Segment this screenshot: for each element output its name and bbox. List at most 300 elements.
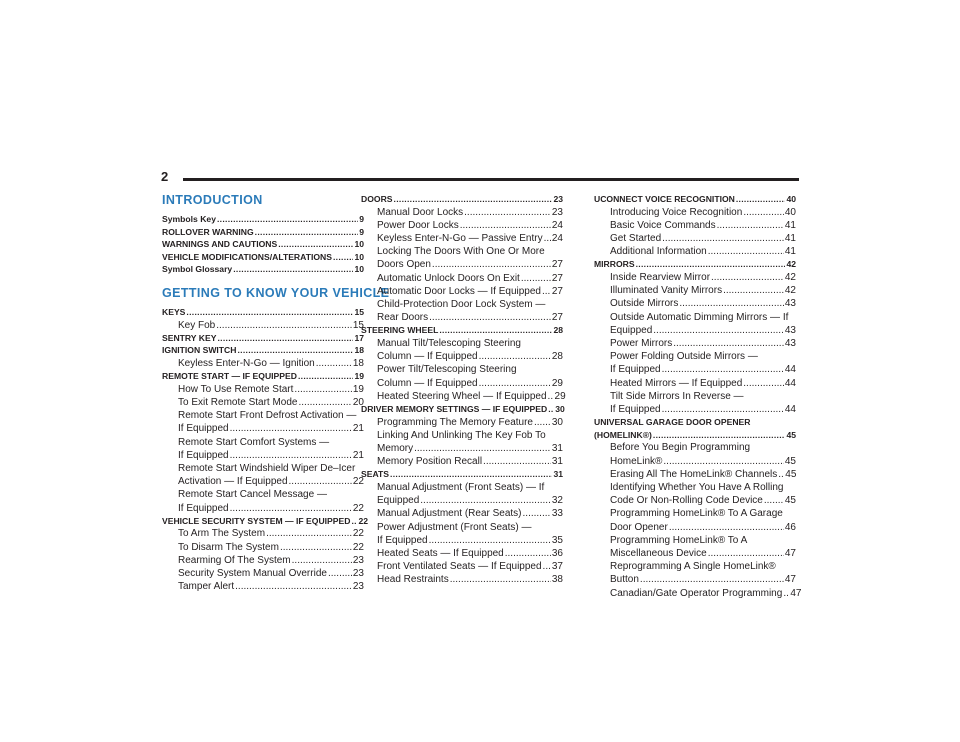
dot-leader xyxy=(255,226,359,239)
toc-sub-entry[interactable] xyxy=(594,587,802,600)
toc-sub-entry[interactable] xyxy=(361,560,563,573)
entry-title: Tamper Alert xyxy=(178,581,235,593)
entry-page-number: 24 xyxy=(551,233,563,244)
entry-title: IGNITION SWITCH xyxy=(162,345,237,356)
dot-leader xyxy=(543,560,551,573)
entry-page-number: 18 xyxy=(354,345,364,356)
entry-title-line: Child-Protection Door Lock System — xyxy=(377,299,546,311)
entry-title: HomeLink® xyxy=(610,455,663,467)
entry-page-number: 45 xyxy=(784,495,796,507)
toc-heading-entry[interactable] xyxy=(361,324,563,337)
entry-row xyxy=(377,258,563,271)
toc-column-2 xyxy=(361,193,566,587)
entry-title: Heated Seats — If Equipped xyxy=(377,548,504,560)
entry-title-line: Power Folding Outside Mirrors — xyxy=(610,351,758,363)
entry-page-number: 27 xyxy=(551,272,563,284)
entry-title: Automatic Door Locks — If Equipped xyxy=(377,285,541,297)
entry-row xyxy=(610,337,796,350)
entry-title: Heated Mirrors — If Equipped xyxy=(610,377,743,389)
toc-sub-entry[interactable] xyxy=(162,462,364,488)
toc-heading-entry[interactable] xyxy=(162,306,364,319)
entry-page-number: 10 xyxy=(354,251,364,262)
entry-row xyxy=(610,403,796,416)
entry-title-line: Reprogramming A Single HomeLink® xyxy=(610,561,776,573)
entry-row xyxy=(162,213,364,226)
entry-title: Additional Information xyxy=(610,246,707,258)
entry-title: Canadian/Gate Operator Programming xyxy=(610,587,783,599)
entry-row xyxy=(178,422,364,435)
dot-leader xyxy=(673,337,784,350)
entry-title: SENTRY KEY xyxy=(162,332,217,343)
dot-leader xyxy=(542,285,551,298)
dot-leader xyxy=(394,193,553,206)
dot-leader xyxy=(328,567,352,580)
entry-row xyxy=(594,193,796,206)
dot-leader xyxy=(333,251,353,264)
toc-list xyxy=(162,213,364,276)
entry-row xyxy=(594,258,796,271)
entry-row xyxy=(361,324,563,337)
entry-row xyxy=(377,219,563,232)
entry-row xyxy=(178,567,364,580)
entry-title-line: Manual Tilt/Telescoping Steering xyxy=(377,338,521,350)
toc-heading-entry[interactable] xyxy=(594,193,796,206)
dot-leader xyxy=(479,377,551,390)
entry-title: Column — If Equipped xyxy=(377,377,478,389)
entry-title-line: Tilt Side Mirrors In Reverse — xyxy=(610,390,744,402)
entry-title: Power Mirrors xyxy=(610,338,673,350)
dot-leader xyxy=(764,494,784,507)
toc-sub-entry[interactable] xyxy=(361,206,563,219)
toc-heading-entry[interactable] xyxy=(162,251,364,264)
toc-heading-entry[interactable] xyxy=(594,416,796,441)
toc-sub-entry[interactable] xyxy=(162,527,364,540)
dot-leader xyxy=(439,324,552,337)
entry-row xyxy=(377,547,563,560)
dot-leader xyxy=(217,332,353,345)
entry-title: Symbols Key xyxy=(162,214,216,224)
toc-sub-entry[interactable] xyxy=(361,573,563,586)
entry-title: To Disarm The System xyxy=(178,541,279,553)
dot-leader xyxy=(548,390,554,403)
toc-sub-entry[interactable] xyxy=(162,357,364,370)
entry-row xyxy=(162,370,364,383)
entry-page-number: 9 xyxy=(359,214,364,224)
entry-page-number: 32 xyxy=(551,495,563,507)
entry-title: Equipped xyxy=(377,495,420,507)
entry-title: Programming The Memory Feature xyxy=(377,416,533,428)
toc-heading-entry[interactable] xyxy=(162,515,369,528)
dot-leader xyxy=(429,534,551,547)
toc-sub-entry[interactable] xyxy=(361,521,563,547)
entry-title: Column — If Equipped xyxy=(377,351,478,363)
dot-leader xyxy=(653,324,784,337)
toc-sub-entry[interactable] xyxy=(361,507,563,520)
entry-page-number: 27 xyxy=(551,285,563,297)
dot-leader xyxy=(464,206,551,219)
entry-page-number: 45 xyxy=(786,429,796,440)
entry-row xyxy=(361,468,563,481)
entry-row xyxy=(377,455,563,468)
dot-leader xyxy=(429,311,551,324)
toc-sub-entry[interactable] xyxy=(361,298,563,324)
entry-row xyxy=(178,383,364,396)
toc-sub-entry[interactable] xyxy=(594,390,796,416)
entry-row xyxy=(162,238,364,251)
entry-title-line: Programming HomeLink® To A xyxy=(610,534,748,546)
entry-row xyxy=(162,251,364,264)
toc-list xyxy=(162,306,369,593)
entry-row xyxy=(377,416,563,429)
entry-title-line: Locking The Doors With One Or More xyxy=(377,246,545,258)
dot-leader xyxy=(230,422,352,435)
dot-leader xyxy=(460,219,551,232)
entry-title: VEHICLE MODIFICATIONS/ALTERATIONS xyxy=(162,251,332,262)
entry-page-number: 41 xyxy=(784,233,796,244)
dot-leader xyxy=(289,475,352,488)
entry-row xyxy=(377,573,563,586)
toc-sub-entry[interactable] xyxy=(162,488,364,514)
dot-leader xyxy=(783,587,789,600)
entry-row xyxy=(377,350,563,363)
entry-row xyxy=(162,263,364,276)
toc-sub-entry[interactable] xyxy=(594,441,796,467)
entry-title: Automatic Unlock Doors On Exit xyxy=(377,272,520,284)
entry-row xyxy=(178,502,364,515)
entry-title: Symbol Glossary xyxy=(162,264,233,275)
entry-title-line: UNIVERSAL GARAGE DOOR OPENER xyxy=(594,417,751,428)
toc-heading-entry[interactable] xyxy=(162,332,364,345)
toc-sub-entry[interactable] xyxy=(594,468,796,481)
entry-title: KEYS xyxy=(162,306,186,317)
entry-page-number: 19 xyxy=(352,383,364,395)
toc-heading-entry[interactable] xyxy=(361,193,563,206)
toc-sub-entry[interactable] xyxy=(594,481,796,507)
entry-page-number: 10 xyxy=(354,264,364,275)
entry-title: Get Started xyxy=(610,233,662,244)
entry-title: If Equipped xyxy=(178,449,229,461)
entry-row xyxy=(610,587,802,600)
entry-title-line: Before You Begin Programming xyxy=(610,442,751,454)
entry-title: Doors Open xyxy=(377,259,431,271)
entry-row xyxy=(377,507,563,520)
entry-page-number: 22 xyxy=(352,502,364,514)
entry-row xyxy=(178,319,364,332)
toc-sub-entry[interactable] xyxy=(594,206,796,219)
entry-page-number: 47 xyxy=(784,548,796,560)
toc-heading-entry[interactable] xyxy=(361,468,563,481)
dot-leader xyxy=(523,507,551,520)
toc-sub-entry[interactable] xyxy=(361,285,563,298)
entry-row xyxy=(361,193,563,206)
dot-leader xyxy=(280,541,352,554)
entry-row xyxy=(377,311,563,324)
entry-title: To Arm The System xyxy=(178,528,266,540)
entry-page-number: 23 xyxy=(553,194,563,204)
entry-row xyxy=(162,226,364,239)
toc-sub-entry[interactable] xyxy=(162,436,364,462)
entry-title: ROLLOVER WARNING xyxy=(162,226,254,237)
dot-leader xyxy=(708,547,784,560)
entry-title: Inside Rearview Mirror xyxy=(610,272,711,283)
toc-sub-entry[interactable] xyxy=(162,409,364,435)
entry-row xyxy=(610,455,796,468)
entry-row xyxy=(610,245,796,258)
dot-leader xyxy=(299,396,352,409)
toc-heading-entry[interactable] xyxy=(594,258,796,271)
toc-sub-entry[interactable] xyxy=(162,396,364,409)
dot-leader xyxy=(483,455,551,468)
toc-sub-entry[interactable] xyxy=(361,337,563,363)
toc-sub-entry[interactable] xyxy=(361,455,563,468)
toc-heading-entry[interactable] xyxy=(162,344,364,357)
entry-title: Illuminated Vanity Mirrors xyxy=(610,285,723,297)
toc-sub-entry[interactable] xyxy=(361,547,563,560)
dot-leader xyxy=(351,515,357,528)
entry-page-number: 18 xyxy=(352,357,364,369)
entry-title-line: Power Adjustment (Front Seats) — xyxy=(377,521,532,533)
entry-page-number: 15 xyxy=(352,319,364,331)
dot-leader xyxy=(505,547,551,560)
entry-page-number: 27 xyxy=(551,312,563,324)
toc-list xyxy=(594,193,802,600)
entry-title: (HOMELINK®) xyxy=(594,429,652,440)
entry-page-number: 21 xyxy=(352,449,364,461)
entry-page-number: 31 xyxy=(551,456,563,468)
toc-sub-entry[interactable] xyxy=(361,416,563,429)
entry-row xyxy=(178,475,364,488)
entry-title: MIRRORS xyxy=(594,259,635,270)
entry-page-number: 23 xyxy=(551,206,563,218)
dot-leader xyxy=(216,319,352,332)
entry-title: If Equipped xyxy=(610,364,661,376)
entry-title: Memory Position Recall xyxy=(377,456,483,468)
entry-page-number: 24 xyxy=(551,219,563,231)
toc-sub-entry[interactable] xyxy=(594,337,796,350)
toc-sub-entry[interactable] xyxy=(594,534,796,560)
entry-page-number: 43 xyxy=(784,298,796,310)
dot-leader xyxy=(723,284,784,297)
entry-page-number: 23 xyxy=(352,567,364,579)
entry-title: Head Restraints xyxy=(377,574,449,586)
entry-row xyxy=(594,429,796,442)
dot-leader xyxy=(414,442,551,455)
entry-title: UCONNECT VOICE RECOGNITION xyxy=(594,194,735,204)
entry-title: Code Or Non-Rolling Code Device xyxy=(610,495,763,507)
toc-sub-entry[interactable] xyxy=(162,554,364,567)
toc-sub-entry[interactable] xyxy=(361,429,563,455)
toc-sub-entry[interactable] xyxy=(361,390,566,403)
entry-title: Equipped xyxy=(610,324,653,336)
entry-title: If Equipped xyxy=(178,502,229,514)
entry-title: How To Use Remote Start xyxy=(178,383,294,395)
dot-leader xyxy=(479,350,551,363)
entry-row xyxy=(610,377,796,390)
toc-sub-entry[interactable] xyxy=(594,284,796,297)
dot-leader xyxy=(662,232,784,245)
entry-page-number: 30 xyxy=(551,416,563,428)
entry-page-number: 20 xyxy=(352,396,364,408)
dot-leader xyxy=(450,573,551,586)
toc-heading-entry[interactable] xyxy=(162,370,364,383)
entry-page-number: 43 xyxy=(784,324,796,336)
toc-sub-entry[interactable] xyxy=(594,245,796,258)
toc-sub-entry[interactable] xyxy=(594,232,796,245)
dot-leader xyxy=(743,377,784,390)
entry-page-number: 30 xyxy=(555,404,565,415)
entry-row xyxy=(610,573,796,586)
entry-title: Manual Adjustment (Rear Seats) xyxy=(377,508,522,520)
entry-row xyxy=(610,219,796,232)
entry-title-line: Remote Start Front Defrost Activation — xyxy=(178,410,357,422)
entry-row xyxy=(178,449,364,462)
toc-column-3 xyxy=(594,193,802,600)
entry-title: STEERING WHEEL xyxy=(361,325,439,336)
entry-title: Rearming Of The System xyxy=(178,554,291,566)
toc-heading-entry[interactable] xyxy=(162,213,364,226)
dot-leader xyxy=(217,213,358,226)
entry-page-number: 47 xyxy=(790,587,802,599)
toc-sub-entry[interactable] xyxy=(594,560,796,586)
entry-title: Power Door Locks xyxy=(377,219,459,231)
dot-leader xyxy=(230,502,352,515)
dot-leader xyxy=(233,263,353,276)
page-number: 2 xyxy=(161,169,169,184)
entry-row xyxy=(377,377,563,390)
entry-title: Introducing Voice Recognition xyxy=(610,206,743,218)
entry-title-line: Remote Start Comfort Systems — xyxy=(178,436,330,448)
toc-heading-entry[interactable] xyxy=(162,263,364,276)
entry-title: Button xyxy=(610,574,639,586)
entry-row xyxy=(377,390,566,403)
entry-page-number: 41 xyxy=(784,246,796,258)
toc-sub-entry[interactable] xyxy=(594,350,796,376)
entry-page-number: 22 xyxy=(358,515,369,526)
entry-page-number: 22 xyxy=(352,528,364,540)
entry-page-number: 31 xyxy=(553,469,563,480)
entry-title: DOORS xyxy=(361,194,393,204)
entry-row xyxy=(377,206,563,219)
toc-sub-entry[interactable] xyxy=(594,507,796,533)
entry-page-number: 40 xyxy=(784,206,796,218)
toc-sub-entry[interactable] xyxy=(162,580,364,593)
entry-title: Front Ventilated Seats — If Equipped xyxy=(377,561,542,573)
entry-page-number: 23 xyxy=(352,554,364,566)
entry-title: Keyless Enter-N-Go — Passive Entry xyxy=(377,233,543,244)
entry-row xyxy=(610,206,796,219)
entry-title: If Equipped xyxy=(377,534,428,546)
entry-title-line: Programming HomeLink® To A Garage xyxy=(610,508,783,520)
toc-sub-entry[interactable] xyxy=(594,271,796,284)
toc-heading-entry[interactable] xyxy=(162,226,364,239)
entry-title: Miscellaneous Device xyxy=(610,548,707,560)
dot-leader xyxy=(717,219,784,232)
toc-sub-entry[interactable] xyxy=(361,481,563,507)
toc-sub-entry[interactable] xyxy=(162,567,364,580)
entry-page-number: 45 xyxy=(785,468,797,480)
toc-sub-entry[interactable] xyxy=(162,383,364,396)
entry-title: Key Fob xyxy=(178,319,216,331)
toc-sub-entry[interactable] xyxy=(162,541,364,554)
entry-page-number: 42 xyxy=(786,259,796,270)
entry-page-number: 23 xyxy=(352,581,364,593)
entry-row xyxy=(162,306,364,319)
entry-row xyxy=(377,272,563,285)
dot-leader xyxy=(662,363,784,376)
entry-page-number: 41 xyxy=(784,219,796,231)
toc-sub-entry[interactable] xyxy=(594,219,796,232)
entry-title: Door Opener xyxy=(610,521,668,533)
dot-leader xyxy=(636,258,786,271)
dot-leader xyxy=(521,272,551,285)
entry-title: WARNINGS AND CAUTIONS xyxy=(162,239,278,250)
toc-sub-entry[interactable] xyxy=(594,297,796,310)
entry-title-line: Power Tilt/Telescoping Steering xyxy=(377,364,517,376)
entry-page-number: 22 xyxy=(352,541,364,553)
entry-page-number: 29 xyxy=(554,390,566,402)
dot-leader xyxy=(663,455,783,468)
toc-sub-entry[interactable] xyxy=(361,363,563,389)
entry-page-number: 44 xyxy=(784,377,796,389)
dot-leader xyxy=(294,383,351,396)
toc-heading-entry[interactable] xyxy=(361,403,563,416)
toc-sub-entry[interactable] xyxy=(361,272,563,285)
dot-leader xyxy=(653,429,786,442)
toc-sub-entry[interactable] xyxy=(361,219,563,232)
entry-row xyxy=(610,232,796,245)
dot-leader xyxy=(432,258,551,271)
entry-row xyxy=(377,534,563,547)
toc-heading-entry[interactable] xyxy=(162,238,364,251)
entry-title: To Exit Remote Start Mode xyxy=(178,396,298,408)
entry-title-line: Outside Automatic Dimming Mirrors — If xyxy=(610,311,789,323)
entry-row xyxy=(377,494,563,507)
entry-page-number: 27 xyxy=(551,259,563,271)
entry-row xyxy=(610,297,796,310)
entry-title: Rear Doors xyxy=(377,312,429,324)
entry-row xyxy=(610,547,796,560)
toc-sub-entry[interactable] xyxy=(594,377,796,390)
entry-row xyxy=(162,515,369,528)
entry-page-number: 36 xyxy=(551,548,563,560)
entry-page-number: 15 xyxy=(354,306,364,317)
entry-title: Erasing All The HomeLink® Channels xyxy=(610,468,778,480)
toc-sub-entry[interactable] xyxy=(361,245,563,271)
toc-sub-entry[interactable] xyxy=(162,319,364,332)
entry-title: If Equipped xyxy=(610,404,661,416)
entry-title-line: Linking And Unlinking The Key Fob To xyxy=(377,429,546,441)
entry-title: Outside Mirrors xyxy=(610,298,679,310)
entry-row xyxy=(178,541,364,554)
dot-leader xyxy=(235,580,352,593)
entry-page-number: 37 xyxy=(551,561,563,573)
entry-title: Basic Voice Commands xyxy=(610,219,716,231)
dot-leader xyxy=(316,357,352,370)
entry-row xyxy=(610,468,796,481)
header-rule xyxy=(183,178,799,181)
entry-title: SEATS xyxy=(361,469,390,480)
entry-row xyxy=(178,580,364,593)
entry-row xyxy=(377,560,563,573)
entry-row xyxy=(377,285,563,298)
dot-leader xyxy=(230,449,352,462)
toc-sub-entry[interactable] xyxy=(361,232,563,245)
entry-page-number: 38 xyxy=(551,574,563,586)
entry-page-number: 47 xyxy=(784,574,796,586)
toc-sub-entry[interactable] xyxy=(594,311,796,337)
entry-row xyxy=(610,363,796,376)
entry-page-number: 21 xyxy=(352,423,364,435)
